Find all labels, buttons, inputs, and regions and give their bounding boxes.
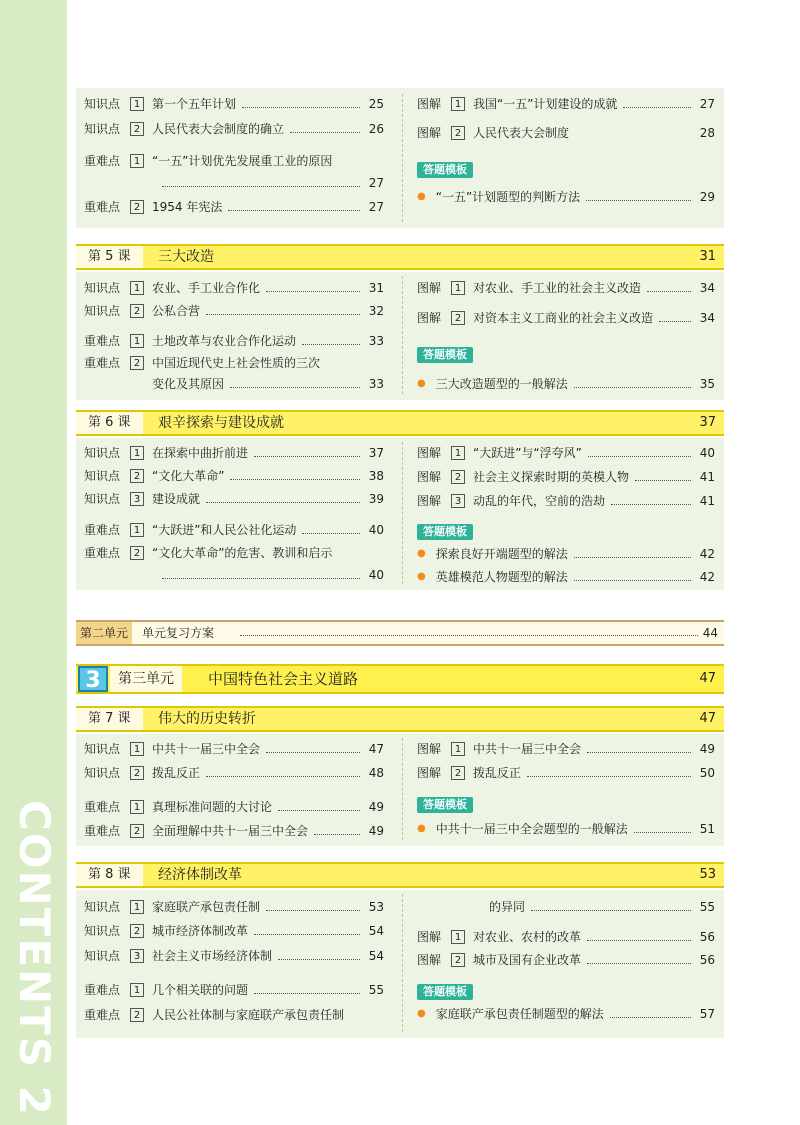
template-row[interactable]: ● “一五”计划题型的判断方法 29 — [417, 187, 715, 207]
diagram-row[interactable]: 图解 2 拨乱反正 50 — [417, 766, 715, 780]
entry-row[interactable]: 知识点 2 城市经济体制改革 54 — [84, 924, 384, 938]
column-divider — [402, 276, 403, 394]
entry-row[interactable]: 知识点 1 家庭联产承包责任制 53 — [84, 900, 384, 914]
entry-row[interactable]: 重难点 1 土地改革与农业合作化运动 33 — [84, 334, 384, 348]
entry-row[interactable]: 重难点 1 “大跃进”和人民公社化运动 40 — [84, 523, 384, 537]
diagram-row[interactable]: 图解 1 中共十一届三中全会 49 — [417, 742, 715, 756]
column-divider — [402, 94, 403, 222]
lesson-6-header[interactable]: 第 6 课 艰辛探索与建设成就 37 — [76, 410, 724, 436]
diagram-row[interactable]: 图解 1 我国“一五”计划建设的成就 27 — [417, 97, 715, 111]
entry-row[interactable]: 知识点 3 建设成就 39 — [84, 492, 384, 506]
column-divider — [402, 738, 403, 840]
entry-row-continued[interactable]: 的异同 55 — [489, 900, 715, 914]
entry-row[interactable]: 知识点 2 公私合营 32 — [84, 304, 384, 318]
lesson-7-header[interactable]: 第 7 课 伟大的历史转折 47 — [76, 706, 724, 732]
lesson-5-header[interactable]: 第 5 课 三大改造 31 — [76, 244, 724, 270]
entry-row[interactable]: 知识点 2 拨乱反正 48 — [84, 766, 384, 780]
diagram-row[interactable]: 图解 2 城市及国有企业改革 56 — [417, 953, 715, 967]
answer-template-badge: 答题模板 — [417, 984, 473, 1000]
entry-row[interactable]: 重难点 1 “一五”计划优先发展重工业的原因 — [84, 154, 333, 168]
entry-row-continued[interactable]: 变化及其原因 33 — [152, 377, 384, 391]
lesson-8-header[interactable]: 第 8 课 经济体制改革 53 — [76, 862, 724, 888]
entry-row-continued[interactable]: 40 — [152, 565, 384, 585]
template-row[interactable]: ● 探索良好开端题型的解法 42 — [417, 544, 715, 564]
template-row[interactable]: ● 三大改造题型的一般解法 35 — [417, 374, 715, 394]
entry-row[interactable]: 重难点 1 几个相关联的问题 55 — [84, 983, 384, 997]
column-divider — [402, 894, 403, 1032]
diagram-row[interactable]: 图解 2 人民代表大会制度 28 — [417, 126, 715, 140]
diagram-row[interactable]: 图解 1 对农业、农村的改革 56 — [417, 930, 715, 944]
entry-row[interactable]: 知识点 1 农业、手工业合作化 31 — [84, 281, 384, 295]
entry-row[interactable]: 重难点 2 中国近现代史上社会性质的三次 — [84, 356, 321, 370]
answer-template-badge: 答题模板 — [417, 347, 473, 363]
entry-row[interactable]: 知识点 2 “文化大革命” 38 — [84, 469, 384, 483]
bullet-icon: ● — [417, 571, 426, 582]
template-row[interactable]: ● 家庭联产承包责任制题型的解法 57 — [417, 1004, 715, 1024]
entry-row[interactable]: 知识点 2 人民代表大会制度的确立 26 — [84, 122, 384, 136]
diagram-row[interactable]: 图解 2 社会主义探索时期的英模人物 41 — [417, 470, 715, 484]
entry-row[interactable]: 重难点 2 人民公社体制与家庭联产承包责任制 — [84, 1008, 345, 1022]
diagram-row[interactable]: 图解 3 动乱的年代，空前的浩劫 41 — [417, 494, 715, 508]
template-row[interactable]: ● 英雄模范人物题型的解法 42 — [417, 567, 715, 587]
entry-row[interactable]: 重难点 2 1954 年宪法 27 — [84, 200, 384, 214]
entry-row[interactable]: 知识点 3 社会主义市场经济体制 54 — [84, 949, 384, 963]
template-row[interactable]: ● 中共十一届三中全会题型的一般解法 51 — [417, 819, 715, 839]
unit-3-header[interactable]: 3 第三单元 中国特色社会主义道路 47 — [76, 664, 724, 694]
entry-row[interactable]: 知识点 1 中共十一届三中全会 47 — [84, 742, 384, 756]
answer-template-badge: 答题模板 — [417, 162, 473, 178]
unit-number-badge: 3 — [78, 666, 108, 692]
diagram-row[interactable]: 图解 1 对农业、手工业的社会主义改造 34 — [417, 281, 715, 295]
answer-template-badge: 答题模板 — [417, 797, 473, 813]
bullet-icon: ● — [417, 191, 426, 202]
unit-2-review-row[interactable]: 第二单元 单元复习方案 44 — [76, 620, 724, 646]
entry-row[interactable]: 知识点 1 第一个五年计划 25 — [84, 97, 384, 111]
bullet-icon: ● — [417, 823, 426, 834]
diagram-row[interactable]: 图解 1 “大跃进”与“浮夸风” 40 — [417, 446, 715, 460]
entry-row[interactable]: 重难点 2 “文化大革命”的危害、教训和启示 — [84, 546, 333, 560]
answer-template-badge: 答题模板 — [417, 524, 473, 540]
diagram-row[interactable]: 图解 2 对资本主义工商业的社会主义改造 34 — [417, 311, 715, 325]
side-label: CONTENTS 2 — [10, 800, 59, 1117]
entry-row[interactable]: 重难点 2 全面理解中共十一届三中全会 49 — [84, 824, 384, 838]
column-divider — [402, 442, 403, 584]
entry-row-continued[interactable]: 27 — [152, 173, 384, 193]
bullet-icon: ● — [417, 1008, 426, 1019]
bullet-icon: ● — [417, 548, 426, 559]
entry-row[interactable]: 知识点 1 在探索中曲折前进 37 — [84, 446, 384, 460]
bullet-icon: ● — [417, 378, 426, 389]
entry-row[interactable]: 重难点 1 真理标准问题的大讨论 49 — [84, 800, 384, 814]
